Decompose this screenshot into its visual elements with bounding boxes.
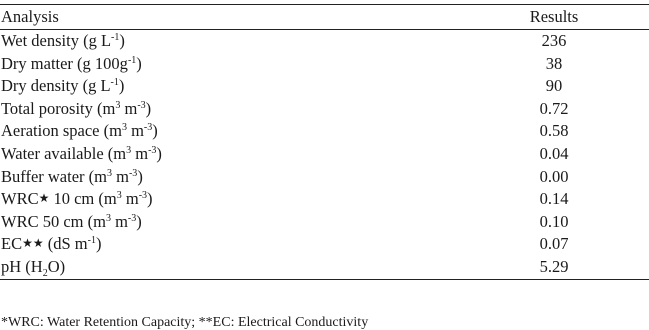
row-value: 236 bbox=[541, 31, 567, 50]
star-icon: ★★ bbox=[22, 236, 44, 251]
table-row bbox=[0, 166, 649, 189]
row-label: Dry matter (g $100g^{-1}$) bbox=[1, 53, 142, 73]
table-footnote: *WRC: Water Retention Capacity; **EC: Electrical Conductivity bbox=[1, 315, 369, 330]
row-label: EC★★ (dS $m^{-1}$) bbox=[1, 234, 102, 254]
table-row bbox=[0, 75, 649, 98]
row-value: 0.07 bbox=[539, 234, 569, 254]
row-label: Wet density (g $L^{-1}$) bbox=[1, 31, 125, 50]
row-value: 0.58 bbox=[539, 121, 569, 141]
row-label: WRC 50 cm ($m^3$ $m^{-3}$) bbox=[1, 211, 142, 231]
table-row bbox=[0, 98, 649, 121]
table-row bbox=[0, 143, 649, 166]
table-row bbox=[0, 53, 649, 76]
table-row bbox=[0, 120, 649, 143]
table-header-row bbox=[0, 5, 649, 29]
row-value: 90 bbox=[545, 76, 563, 96]
row-label: pH $(H_2O)$ bbox=[1, 256, 66, 279]
row-value: 5.29 bbox=[539, 256, 569, 276]
results-table bbox=[0, 4, 649, 280]
row-value: 0.04 bbox=[539, 143, 569, 163]
row-label: Buffer water ($m^3$ $m^{-3}$) bbox=[1, 166, 143, 186]
row-label: Water available ($m^3$ $m^{-3}$) bbox=[1, 143, 162, 163]
row-label: Total porosity ($m^3$ $m^{-3}$) bbox=[1, 98, 152, 118]
row-value: 0.14 bbox=[539, 189, 569, 209]
table-row bbox=[0, 30, 649, 53]
row-label: WRC★ 10 cm ($m^3$ $m^{-3}$) bbox=[1, 189, 153, 209]
table-row bbox=[0, 211, 649, 234]
row-label: Dry density (g $L^{-1}$) bbox=[1, 76, 125, 96]
table-row bbox=[0, 233, 649, 256]
table-row bbox=[0, 256, 649, 279]
header-analysis: Analysis bbox=[1, 7, 59, 26]
header-results: Results bbox=[529, 7, 579, 26]
star-icon: ★ bbox=[38, 191, 50, 206]
row-value: 0.10 bbox=[539, 211, 569, 231]
row-value: 0.00 bbox=[539, 166, 569, 186]
table-row bbox=[0, 188, 649, 211]
row-value: 38 bbox=[545, 53, 563, 73]
row-label: Aeration space ($m^3$ $m^{-3}$) bbox=[1, 121, 158, 141]
row-value: 0.72 bbox=[539, 98, 569, 118]
bottom-rule bbox=[0, 279, 649, 280]
